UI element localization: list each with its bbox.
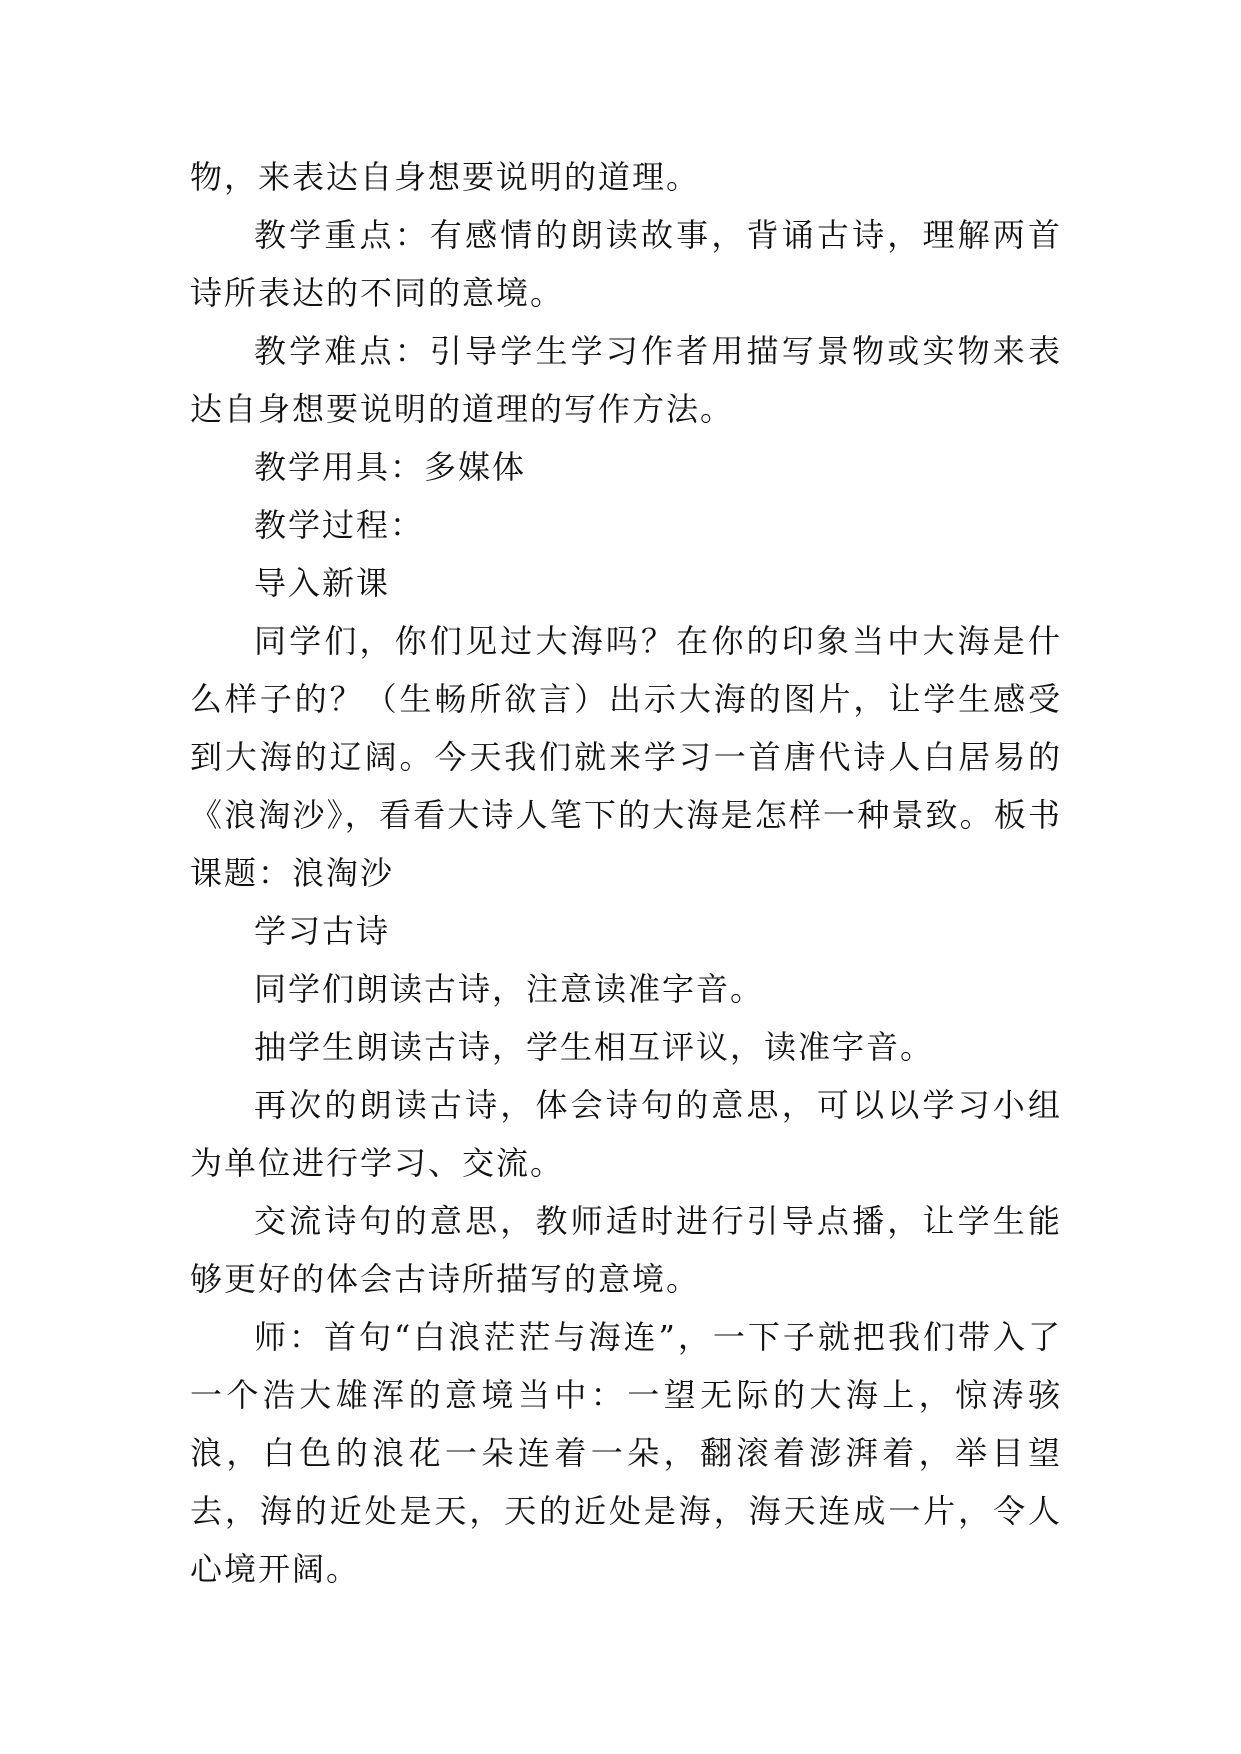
paragraph-continuation: 物，来表达自身想要说明的道理。 <box>190 158 701 196</box>
paragraph-introduction: 同学们，你们见过大海吗？在你的印象当中大海是什么样子的？（生畅所欲言）出示大海的图片，让学生感受到大海的辽阔。今天我们就来学习一首唐代诗人白居易的《浪淘沙》，看看大诗人笔下的大海是怎样一种景致。板书课题：浪淘沙 <box>190 622 1062 892</box>
paragraph-step-group-study: 再次的朗读古诗，体会诗句的意思，可以以学习小组为单位进行学习、交流。 <box>190 1086 1062 1182</box>
paragraph-step-exchange: 交流诗句的意思，教师适时进行引导点播，让学生能够更好的体会古诗所描写的意境。 <box>190 1202 1062 1298</box>
paragraph-teacher-commentary: 师：首句“白浪茫茫与海连”，一下子就把我们带入了一个浩大雄浑的意境当中：一望无际的大海上，惊涛骇浪，白色的浪花一朵连着一朵，翻滚着澎湃着，举目望去，海的近处是天，天的近处是海，海天连成一片，令人心境开阔。 <box>190 1318 1062 1588</box>
paragraph-teaching-process: 教学过程： <box>254 506 425 544</box>
paragraph-teaching-tools: 教学用具：多媒体 <box>254 448 527 486</box>
paragraph-step-student-reading: 抽学生朗读古诗，学生相互评议，读准字音。 <box>254 1028 935 1066</box>
paragraph-step-read-aloud: 同学们朗读古诗，注意读准字音。 <box>254 970 765 1008</box>
heading-study-poem: 学习古诗 <box>254 912 391 950</box>
paragraph-teaching-difficulty: 教学难点：引导学生学习作者用描写景物或实物来表达自身想要说明的道理的写作方法。 <box>190 332 1062 428</box>
paragraph-teaching-focus: 教学重点：有感情的朗读故事，背诵古诗，理解两首诗所表达的不同的意境。 <box>190 216 1062 312</box>
document-page <box>190 148 1062 1598</box>
heading-introduce-lesson: 导入新课 <box>254 564 391 602</box>
